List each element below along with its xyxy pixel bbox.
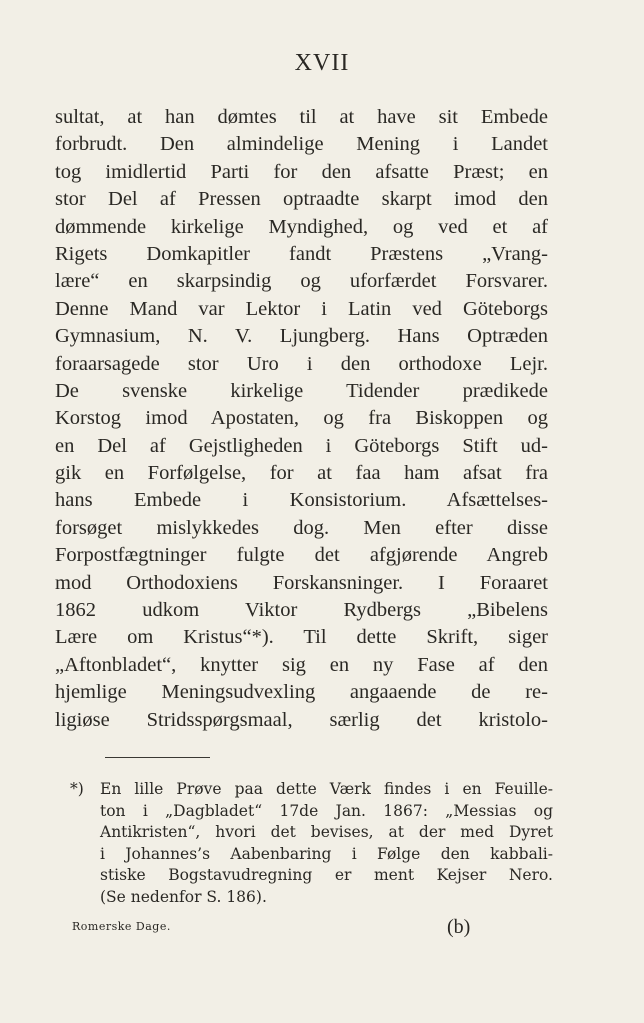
footnote-divider [105,757,210,758]
signature-mark: (b) [447,916,471,938]
text-line: tog imidlertid Parti for den afsatte Præst; en [55,160,548,183]
footnote [100,779,553,908]
body-text [55,104,548,734]
text-line: Forpostfægtninger fulgte det afgjørende Angreb [55,544,548,567]
text-line: „Aftonbladet“, knytter sig en ny Fase af den [55,653,548,676]
text-line: sultat, at han dømtes til at have sit Embede [55,106,548,128]
text-line: ligiøse Stridsspørgsmaal, særlig det kristolo- [55,708,548,731]
footnote-line: En lille Prøve paa dette Værk findes i en Feuille- [100,780,553,798]
footnote-line: (Se nedenfor S. 186). [100,887,267,906]
text-line: dømmende kirkelige Myndighed, og ved et af [55,215,548,238]
text-line: gik en Forfølgelse, for at faa ham afsat fra [55,462,548,485]
signature-title: Romerske Dage. [72,920,171,933]
text-line: 1862 udkom Viktor Rydbergs „Bibelens [55,599,548,622]
text-line: hans Embede i Konsistorium. Afsættelses- [55,489,548,512]
text-line: mod Orthodoxiens Forskansninger. I Foraaret [55,571,548,594]
text-line: lære“ en skarpsindig og uforfærdet Forsvarer. [55,270,548,293]
text-line: De svenske kirkelige Tidender prædikede [55,379,548,402]
text-line: Korstog imod Apostaten, og fra Biskoppen og [55,407,548,430]
text-line: Denne Mand var Lektor i Latin ved Göteborgs [55,297,548,320]
text-line: foraarsagede stor Uro i den orthodoxe Lejr. [55,352,548,375]
text-line: forbrudt. Den almindelige Mening i Landet [55,133,548,156]
text-line: Lære om Kristus“*). Til dette Skrift, siger [55,626,548,649]
text-line: stor Del af Pressen optraadte skarpt imod den [55,188,548,211]
text-line: Gymnasium, N. V. Ljungberg. Hans Optræden [55,325,548,348]
text-line: Rigets Domkapitler fandt Præstens „Vrang- [55,242,548,265]
footnote-line: stiske Bogstavudregning er ment Kejser Nero. [100,866,553,884]
footnote-line: i Johannes’s Aabenbaring i Følge den kabbali- [100,844,553,863]
footnote-line: ton i „Dagbladet“ 17de Jan. 1867: „Messias og [100,801,553,820]
text-line: hjemlige Meningsudvexling angaaende de re- [55,681,548,704]
text-line: forsøget mislykkedes dog. Men efter disse [55,516,548,539]
page-number-header: XVII [294,50,350,76]
footnote-marker: *) [70,780,84,798]
text-line: en Del af Gejstligheden i Göteborgs Stift ud- [55,434,548,457]
footnote-line: Antikristen“, hvori det bevises, at der med Dyret [100,823,553,841]
